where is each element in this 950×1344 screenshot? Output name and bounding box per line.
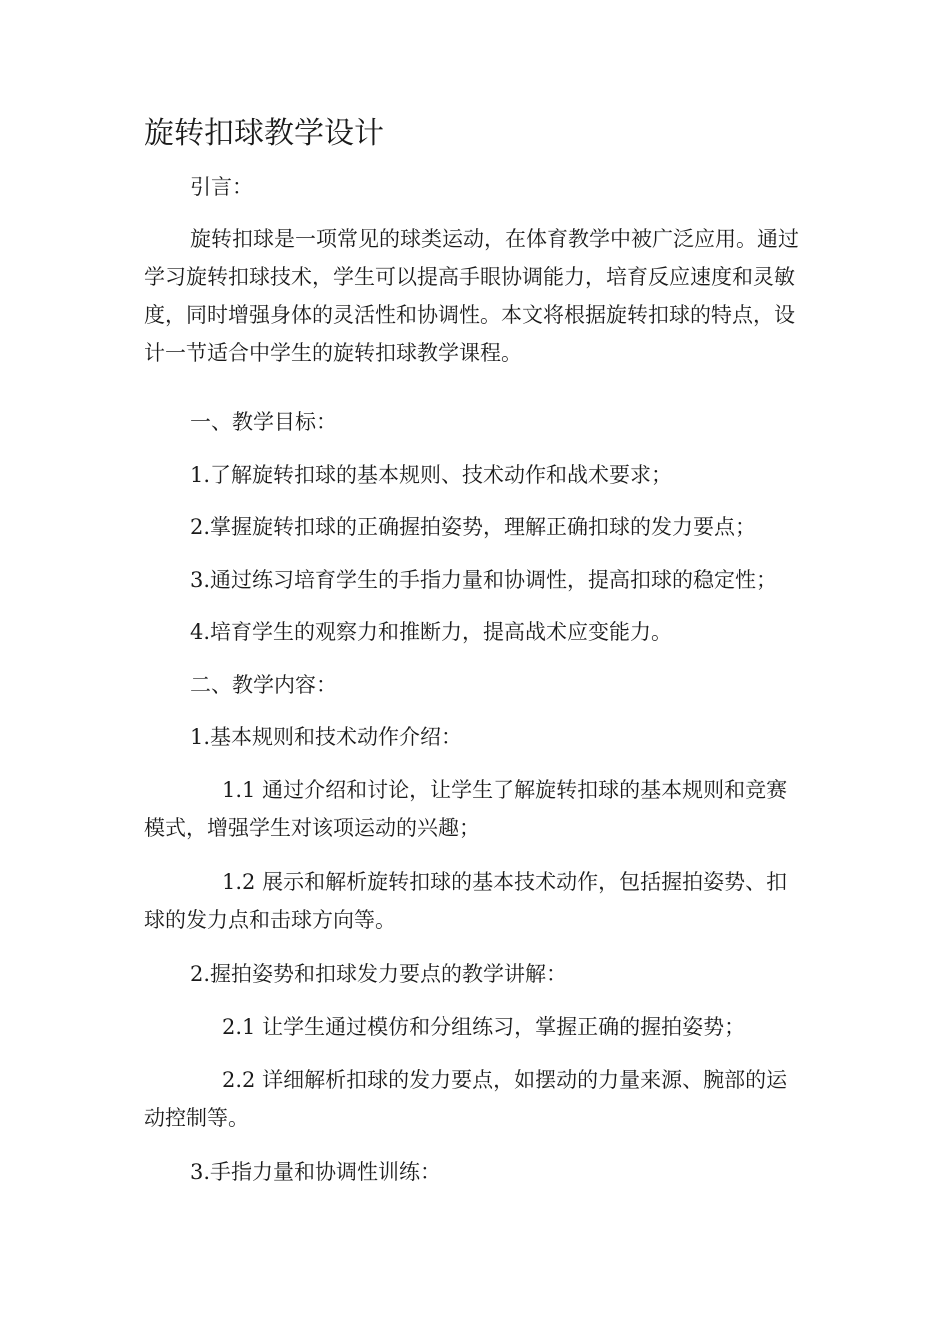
content-subitem-1-1: 1.1 通过介绍和讨论，让学生了解旋转扣球的基本规则和竞赛模式，增强学生对该项运动的兴趣； (144, 778, 788, 840)
content-item-3: 3.手指力量和协调性训练： (190, 1160, 442, 1184)
paragraph-intro-body: 旋转扣球是一项常见的球类运动，在体育教学中被广泛应用。通过学习旋转扣球技术，学生可以提高手眼协调能力，培育反应速度和灵敏度，同时增强身体的灵活性和协调性。本文将根据旋转扣球的特点，设计一节适合中学生的旋转扣球教学课程。 (144, 227, 799, 365)
content-item-2: 2.握拍姿势和扣球发力要点的教学讲解： (190, 962, 568, 986)
objective-item-1: 1.了解旋转扣球的基本规则、技术动作和战术要求； (190, 463, 673, 487)
document-title: 旋转扣球教学设计 (144, 116, 384, 151)
section-heading-objectives: 一、教学目标： (190, 410, 337, 434)
content-subitem-2-1: 2.1 让学生通过模仿和分组练习，掌握正确的握拍姿势； (222, 1015, 746, 1039)
content-item-1: 1.基本规则和技术动作介绍： (190, 725, 463, 749)
objective-item-4: 4.培育学生的观察力和推断力，提高战术应变能力。 (190, 620, 673, 644)
objective-item-2: 2.掌握旋转扣球的正确握拍姿势，理解正确扣球的发力要点； (190, 515, 757, 539)
objective-item-3: 3.通过练习培育学生的手指力量和协调性，提高扣球的稳定性； (190, 568, 778, 592)
section-heading-content: 二、教学内容： (190, 673, 337, 697)
content-subitem-1-2: 1.2 展示和解析旋转扣球的基本技术动作，包括握拍姿势、扣球的发力点和击球方向等。 (144, 870, 788, 932)
content-subitem-2-2: 2.2 详细解析扣球的发力要点，如摆动的力量来源、腕部的运动控制等。 (144, 1068, 788, 1130)
paragraph-intro-heading: 引言： (190, 175, 253, 199)
